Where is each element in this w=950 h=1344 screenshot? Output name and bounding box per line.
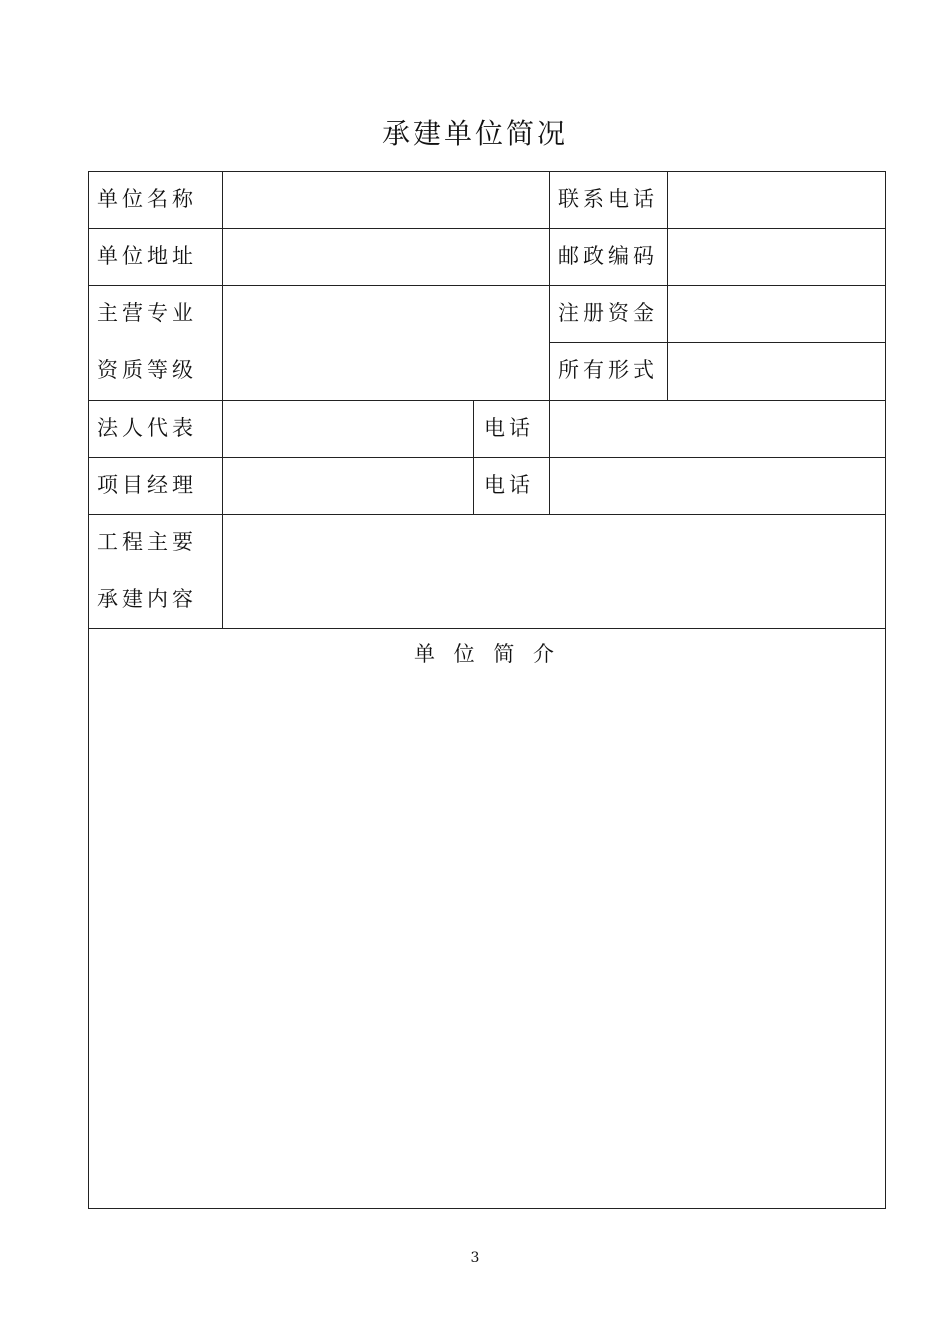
- project-manager-phone-label: 电话: [484, 473, 534, 497]
- legal-rep-phone-field[interactable]: [549, 400, 886, 458]
- postal-code-field[interactable]: [667, 228, 886, 286]
- unit-intro-heading: 单 位 简 介: [413, 642, 561, 666]
- ownership-form-field[interactable]: [667, 342, 886, 401]
- legal-rep-label: 法人代表: [97, 416, 197, 440]
- project-manager-field[interactable]: [222, 457, 474, 515]
- project-manager-label: 项目经理: [97, 473, 197, 497]
- contact-phone-field[interactable]: [667, 171, 886, 229]
- unit-intro-section[interactable]: [88, 628, 886, 1209]
- contact-phone-label: 联系电话: [558, 187, 658, 211]
- unit-name-label: 单位名称: [97, 187, 197, 211]
- specialty-qualification-field[interactable]: [222, 285, 550, 401]
- main-works-label-line1: 工程主要: [97, 530, 197, 554]
- legal-rep-field[interactable]: [222, 400, 474, 458]
- unit-address-field[interactable]: [222, 228, 550, 286]
- project-manager-phone-field[interactable]: [549, 457, 886, 515]
- document-title: 承建单位简况: [381, 117, 568, 150]
- qualification-level-label: 资质等级: [97, 358, 197, 382]
- unit-name-field[interactable]: [222, 171, 550, 229]
- legal-rep-phone-label: 电话: [484, 416, 534, 440]
- main-specialty-label: 主营专业: [97, 301, 197, 325]
- unit-info-form: [88, 171, 886, 1209]
- unit-address-label: 单位地址: [97, 244, 197, 268]
- main-works-field[interactable]: [222, 514, 886, 629]
- postal-code-label: 邮政编码: [558, 244, 658, 268]
- registered-capital-field[interactable]: [667, 285, 886, 343]
- registered-capital-label: 注册资金: [558, 301, 658, 325]
- page-number: 3: [470, 1250, 480, 1266]
- ownership-form-label: 所有形式: [558, 358, 658, 382]
- main-works-label-line2: 承建内容: [97, 587, 197, 611]
